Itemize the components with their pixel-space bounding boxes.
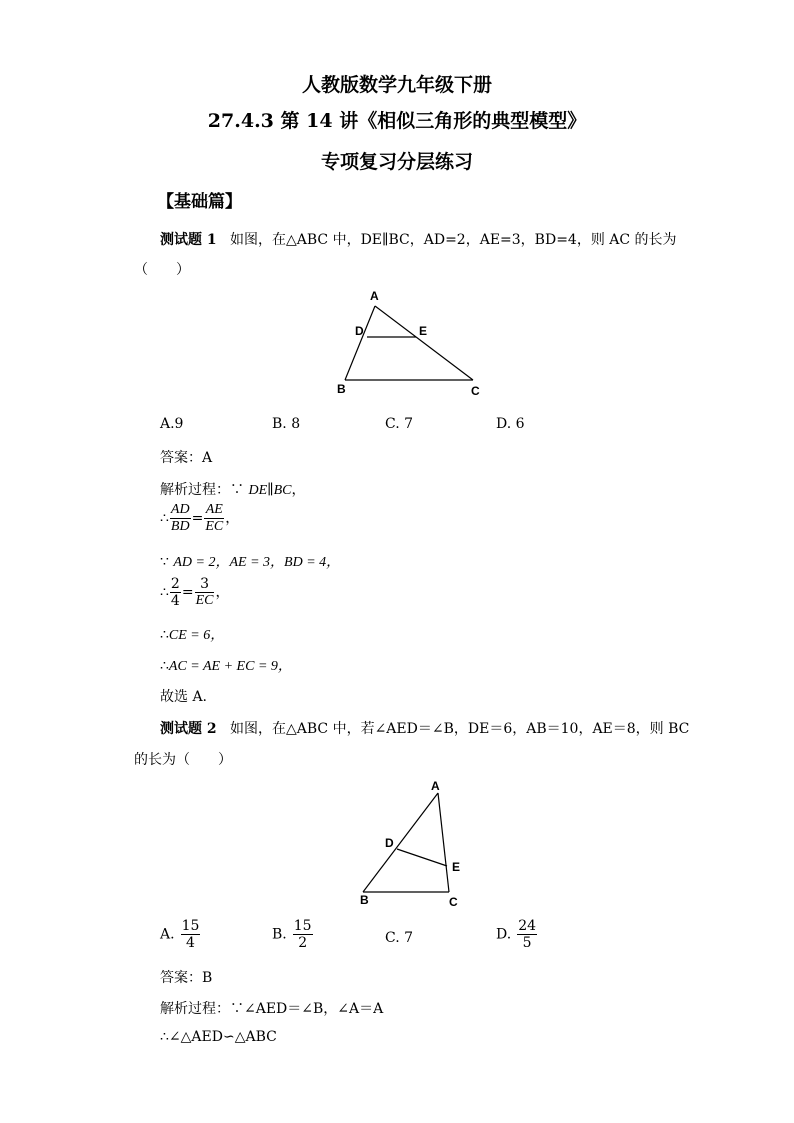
q2-segment-de — [397, 849, 447, 866]
q2-step1-expr: ∵∠AED＝∠B，∠A＝A — [230, 1001, 384, 1017]
q1-step5 — [160, 624, 224, 644]
q1-label-e: E — [419, 324, 428, 338]
option-letter: A. — [160, 926, 175, 943]
q2-step2: ∴∠△AED∽△ABC — [160, 1029, 277, 1045]
option-fraction — [517, 918, 537, 951]
q1-step5-expr: CE = 6， — [168, 628, 225, 643]
comma: ， — [215, 584, 230, 601]
q1-side-ab — [345, 306, 375, 380]
q1-label-a: A — [370, 289, 379, 303]
q1-figure — [330, 286, 490, 398]
doc-title-line1: 人教版数学九年级下册 — [301, 74, 492, 96]
therefore-symbol: ∴ — [160, 658, 169, 674]
therefore-symbol: ∴ — [160, 584, 169, 601]
q2-side-ac — [438, 793, 449, 892]
denominator: 5 — [522, 935, 532, 952]
q1-solution-label: 解析过程： — [160, 482, 230, 498]
q1-label-b: B — [337, 382, 346, 396]
comma: ， — [225, 510, 240, 527]
q1-label-c: C — [471, 384, 480, 398]
q1-option-a: A.9 — [160, 416, 184, 432]
therefore-symbol: ∴ — [160, 510, 169, 527]
q2-label-c: C — [449, 895, 458, 908]
numerator: 2 — [170, 576, 180, 592]
q2-option-b — [272, 918, 314, 951]
q1-step6-expr: AC = AE + EC = 9， — [168, 659, 292, 674]
numerator: 24 — [518, 918, 537, 934]
q1-label-d: D — [355, 324, 364, 338]
q2-text: 如图，在△ABC 中，若∠AED＝∠B，DE＝6，AB＝10，AE＝8，则 BC — [229, 721, 690, 737]
q1-step1 — [160, 479, 305, 499]
q2-label-b: B — [360, 893, 369, 907]
denominator: BD — [170, 519, 190, 535]
q1-side-ac — [375, 306, 473, 380]
q1-option-b: B. 8 — [272, 416, 301, 432]
q1-step2-fraction-left — [170, 502, 191, 535]
q2-step1 — [160, 998, 383, 1018]
numerator: 3 — [195, 576, 215, 593]
q2-option-d — [496, 918, 538, 951]
numerator: AD — [170, 502, 191, 519]
numerator: 15 — [181, 918, 200, 934]
q1-option-d: D. 6 — [496, 416, 525, 432]
equals-sign: = — [181, 584, 194, 601]
q1-step3-expr: AD = 2，AE = 3，BD = 4， — [173, 555, 341, 570]
q1-conclusion: 故选 A. — [160, 689, 208, 705]
q1-step2-fraction-right — [204, 502, 224, 535]
option-fraction — [293, 918, 313, 951]
denominator: EC — [205, 519, 224, 535]
option-letter: D. — [496, 926, 512, 943]
q1-step4-fraction-right — [195, 576, 215, 609]
denominator: 4 — [186, 935, 195, 952]
q1-paren: （ ） — [134, 262, 190, 278]
q1-text: 如图，在△ABC 中，DE∥BC，AD=2，AE=3，BD=4，则 AC 的长为 — [229, 232, 677, 248]
q1-step4 — [160, 576, 229, 609]
q2-text-line2: 的长为（ ） — [134, 752, 232, 768]
q2-label-e: E — [452, 860, 461, 874]
q1-option-c: C. 7 — [385, 416, 414, 432]
q2-option-c: C. 7 — [385, 930, 414, 946]
denominator: EC — [195, 593, 214, 609]
comma: ， — [291, 482, 306, 498]
therefore-symbol: ∴ — [160, 627, 169, 643]
q2-figure — [355, 776, 470, 908]
q2-question — [160, 718, 689, 738]
q1-step1-expr: DE∥BC — [248, 483, 292, 498]
q1-step6 — [160, 655, 292, 675]
because-symbol: ∵ — [230, 482, 244, 498]
doc-title-line2: 27.4.3 第 14 讲《相似三角形的典型模型》 — [207, 110, 587, 132]
q1-step2 — [160, 502, 239, 535]
q1-step4-fraction-left — [170, 576, 181, 609]
option-letter: B. — [272, 926, 287, 943]
denominator: 4 — [170, 593, 180, 610]
q1-question — [160, 229, 677, 249]
q1-step3 — [160, 551, 340, 571]
numerator: 15 — [293, 918, 312, 934]
q2-label: 测试题 2 — [160, 721, 217, 737]
numerator: AE — [204, 502, 224, 519]
q1-label: 测试题 1 — [160, 232, 217, 248]
q2-label-a: A — [431, 779, 440, 793]
option-fraction — [181, 918, 201, 951]
q2-side-ab — [363, 793, 438, 892]
section-title: 【基础篇】 — [157, 192, 242, 212]
q1-answer: 答案：A — [160, 450, 213, 466]
equals-sign: = — [191, 510, 204, 527]
q2-answer: 答案：B — [160, 970, 213, 986]
q2-option-a — [160, 918, 201, 951]
because-symbol: ∵ — [160, 554, 169, 570]
q2-label-d: D — [385, 836, 394, 850]
q2-solution-label: 解析过程： — [160, 1001, 230, 1017]
denominator: 2 — [298, 935, 308, 952]
doc-title-line3: 专项复习分层练习 — [320, 151, 473, 173]
